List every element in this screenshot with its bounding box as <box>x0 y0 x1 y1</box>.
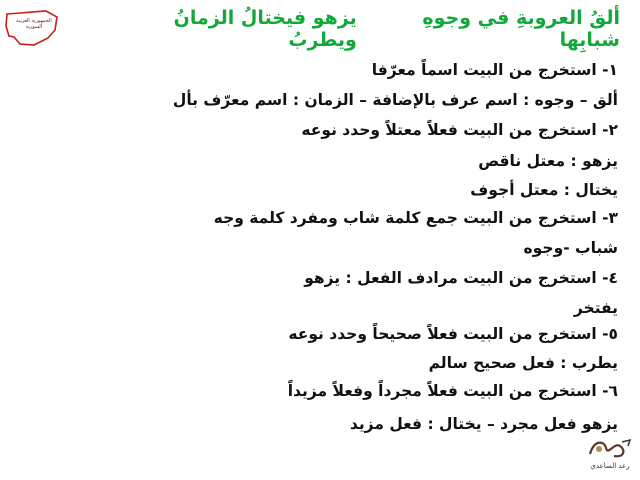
question-4: ٤- استخرج من البيت مرادف الفعل : يزهو <box>304 269 618 287</box>
signature-name: رعد الساعدي <box>590 462 630 470</box>
question-2: ٢- استخرج من البيت فعلاً معتلاً وحدد نوعه <box>301 121 618 139</box>
answer-2-b: يختال : معتل أجوف <box>470 181 618 199</box>
answer-2-a: يزهو : معتل ناقص <box>478 152 618 170</box>
answer-4: يفتخر <box>573 299 618 317</box>
answer-6: يزهو فعل مجرد – يختال : فعل مزيد <box>349 415 618 433</box>
syria-map-icon <box>4 8 60 48</box>
question-5: ٥- استخرج من البيت فعلاً صحيحاً وحدد نوعه <box>288 325 618 343</box>
question-1: ١- استخرج من البيت اسماً معرّفا <box>371 61 618 79</box>
verse-second-hemistich: يزهو فيختالُ الزمانُ ويطربُ <box>173 7 357 51</box>
verse-first-hemistich: ألقُ العروبةِ في وجوهِ شبابِها <box>422 7 620 51</box>
calligraphy-signature-icon <box>584 436 636 476</box>
question-3: ٣- استخرج من البيت جمع كلمة شاب ومفرد كلمة وجه <box>213 209 618 227</box>
answer-3: شباب -وجوه <box>523 239 618 257</box>
verse-header <box>100 7 620 51</box>
answer-5: يطرب : فعل صحيح سالم <box>428 354 618 372</box>
question-6: ٦- استخرج من البيت فعلاً مجرداً وفعلاً مزيداً <box>287 382 618 400</box>
logo-caption: الجمهورية العربية السورية <box>16 18 52 30</box>
answer-1: ألق – وجوه : اسم عرف بالإضافة – الزمان : اسم معرّف بأل <box>172 91 618 109</box>
